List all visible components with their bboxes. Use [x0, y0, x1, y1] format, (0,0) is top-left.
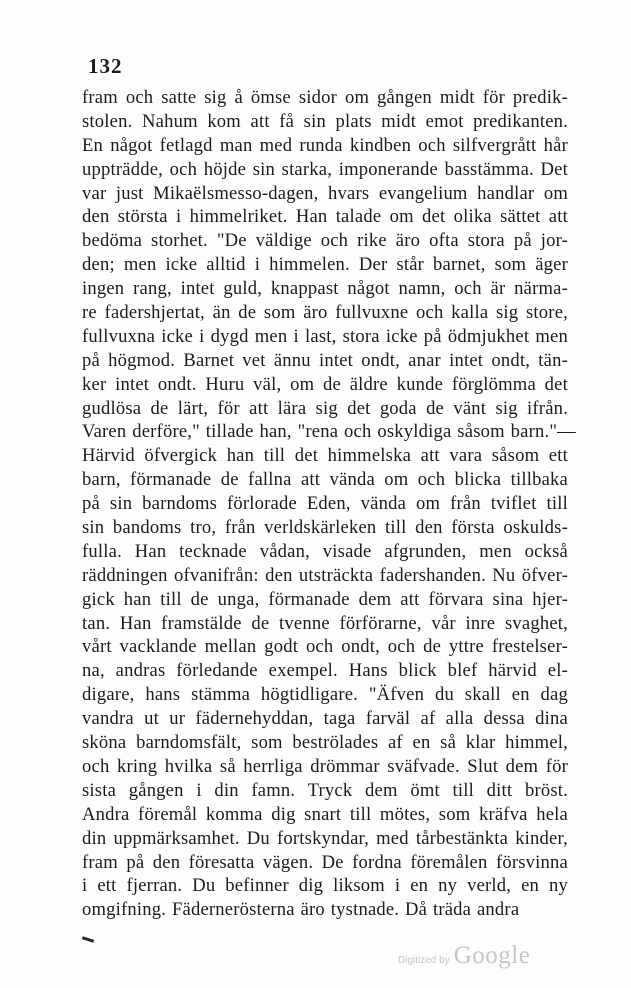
text-line: fram och satte sig å ömse sidor om gången midt för predik- [82, 87, 568, 108]
text-line: vårt vacklande mellan godt och ondt, och de yttre frestelser- [82, 636, 568, 658]
text-line: digare, hans stämma högtidligare. "Äfven du skall en dag [82, 684, 568, 706]
text-line: re fadershjertat, än de som äro fullvuxne och kalla sig store, [82, 302, 568, 324]
text-line: En något fetlagd man med runda kindben och silfvergrått hår [82, 134, 568, 156]
text-line: sista gången i din famn. Tryck dem ömt till ditt bröst. [82, 779, 568, 801]
text-line: vandra ut ur fädernehyddan, taga farväl af alla dessa dina [82, 708, 568, 730]
text-line: på sin barndoms förlorade Eden, vända om från tviflet till [82, 493, 568, 515]
text-line: Härvid öfvergick han till det himmelska att vara såsom ett [82, 445, 568, 467]
watermark-brand: Google [453, 942, 531, 969]
digitized-watermark [398, 942, 530, 970]
text-line: ingen rang, intet guld, knappast något namn, och är närma- [82, 278, 568, 300]
text-line: barn, förmanade de fallna att vända om och blicka tillbaka [82, 469, 568, 491]
text-line: den; men icke alltid i himmelen. Der står barnet, som äger [82, 254, 568, 276]
watermark-prefix: Digitized by [398, 955, 450, 966]
text-line: den största i himmelriket. Han talade om det olika sättet att [82, 206, 568, 228]
text-line: bedöma storhet. "De väldige och rike äro ofta stora på jor- [82, 230, 568, 252]
text-line: gudlösa de lärt, för att lära sig det goda de vänt sig ifrån. [82, 397, 568, 419]
text-line: Varen derföre," tillade han, "rena och oskyldiga såsom barn."— [82, 421, 576, 443]
text-line: din uppmärksamhet. Du fortskyndar, med tårbestänkta kinder, [82, 827, 568, 849]
body-text [82, 86, 576, 922]
text-line: omgifning. Fädernerösterna äro tystnade. Då träda andra [82, 899, 520, 921]
text-line: och kring hvilka så herrliga drömmar sväfvade. Slut dem för [82, 755, 568, 777]
text-line: stolen. Nahum kom att få sin plats midt emot predikanten. [82, 110, 568, 132]
text-line: i ett fjerran. Du befinner dig liksom i en ny verld, en ny [82, 875, 568, 897]
ink-mark [82, 936, 94, 943]
text-line: tan. Han framstälde de tvenne förförarne, vår inre svaghet, [82, 612, 568, 634]
text-line: gick han till de unga, förmanade dem att förvara sina hjer- [82, 588, 568, 610]
text-line: var just Mikaëlsmesso-dagen, hvars evangelium handlar om [82, 182, 568, 204]
text-line: fram på den föresatta vägen. De fordna föremålen försvinna [82, 851, 568, 873]
page-number: 132 [88, 54, 123, 78]
text-line: på högmod. Barnet vet ännu intet ondt, anar intet ondt, tän- [82, 349, 568, 371]
text-line: uppträdde, och höjde sin starka, imponerande basstämma. Det [82, 158, 568, 180]
text-line: sin bandoms tro, från verldskärleken till den första oskulds- [82, 517, 568, 539]
text-line: na, andras förledande exempel. Hans blick blef härvid el- [82, 660, 568, 682]
text-line: räddningen ofvanifrån: den utsträckta fadershanden. Nu öfver- [82, 564, 568, 586]
text-line: Andra föremål komma dig snart till mötes, som kräfva hela [82, 803, 568, 825]
text-line: fulla. Han tecknade vådan, visade afgrunden, men också [82, 540, 568, 562]
text-line: ker intet ondt. Huru väl, om de äldre kunde förglömma det [82, 373, 568, 395]
text-line: fullvuxna icke i dygd men i last, stora icke på ödmjukhet men [82, 325, 568, 347]
text-line: sköna barndomsfält, som beströlades af en så klar himmel, [82, 732, 568, 754]
